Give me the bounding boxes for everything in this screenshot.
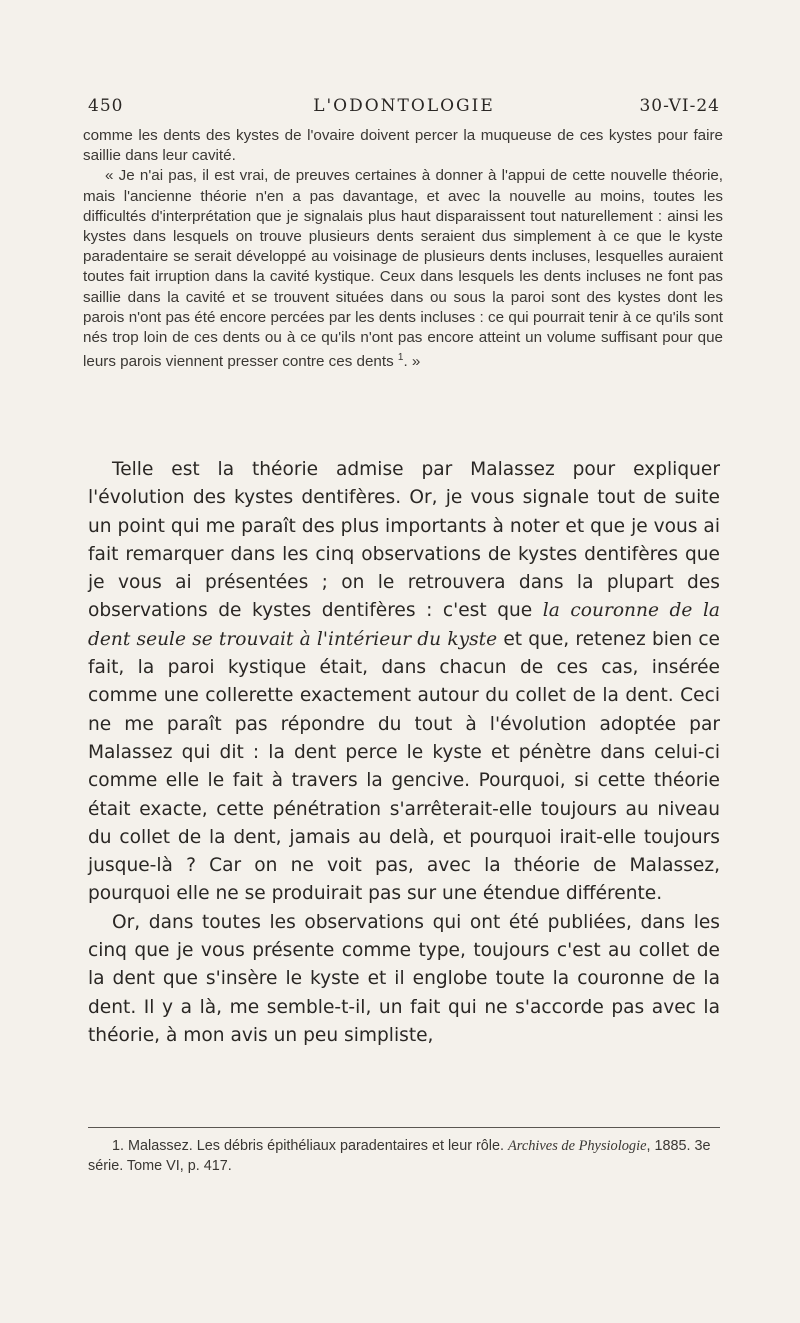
footnote-text-start: Malassez. Les débris épithéliaux paradentaires et leur rôle. — [124, 1138, 508, 1154]
body-paragraph-1-italic: la couronne de la dent seule se trouvait à l'intérieur du kyste — [88, 600, 720, 650]
body-paragraph-1 — [88, 456, 720, 909]
body-paragraph-1-start: Telle est la théorie admise par Malassez pour expliquer l'évolution des kystes dentifères. Or, je vous signale tout de suite un point qui me paraît des plus importants à noter et que je vous ai fait remarquer dans les cinq observations de kystes dentifères que je vous ai présentées ; on le retrouvera dans la plupart des observations de kystes dentifères : c'est que — [88, 459, 720, 622]
body-paragraph-1-end: et que, retenez bien ce fait, la paroi kystique était, dans chacun de ces cas, insérée comme une collerette exactement autour du collet de la dent. Ceci ne me paraît pas répondre du tout à l'évolution adoptée par Malassez qui dit : la dent perce le kyste et pénètre dans celui-ci comme elle le fait à travers la gencive. Pourquoi, si cette théorie était exacte, cette pénétration s'arrêterait-elle toujours au niveau du collet de la dent, jamais au delà, et pourquoi irait-elle toujours jusque-là ? Car on ne voit pas, avec la théorie de Malassez, pourquoi elle ne se produirait pas sur une étendue différente. — [88, 628, 720, 905]
footnote-divider — [88, 1127, 720, 1128]
footnote-reference: 1 — [397, 352, 404, 364]
body-paragraph-2: Or, dans toutes les observations qui ont été publiées, dans les cinq que je vous présente comme type, toujours c'est au collet de la dent que s'insère le kyste et il englobe toute la couronne de la dent. Il y a là, me semble-t-il, un fait qui ne s'accorde pas avec la théorie, à mon avis un peu simpliste, — [88, 911, 720, 1046]
quote-paragraph-2 — [83, 166, 723, 372]
page-number: 450 — [88, 96, 124, 116]
issue-date: 30-VI-24 — [639, 96, 720, 116]
footnote-text-end: , 1885. 3e série. Tome VI, p. 417. — [88, 1138, 711, 1174]
quote-paragraph-2-text: « Je n'ai pas, il est vrai, de preuves certaines à donner à l'appui de cette nouvelle théorie, mais l'ancienne théorie n'en a pas davantage, et avec la nouvelle au moins, toutes les difficultés d'interprétation que je signalais plus haut disparaissent tout naturellement : ainsi les kystes dans lesquels on trouve plusieurs dents seraient dus simplement à ce que le kyste paradentaire se serait développé au voisinage de plusieurs dents incluses, lesquelles auraient toutes fait irruption dans la cavité kystique. Ceux dans lesquels les dents incluses ne font pas saillie dans la cavité et se trouvent situées dans ou sous la paroi sont des kystes dont les parois n'ont pas été encore percées par les dents incluses : ce qui pourrait tenir à ce qu'ils sont nés trop loin de ces dents ou à ce qu'ils n'ont pas encore atteint un volume suffisant pour que leurs parois viennent presser contre ces dents — [83, 167, 723, 371]
quote-paragraph-1: comme les dents des kystes de l'ovaire doivent percer la muqueuse de ces kystes pour faire saillie dans leur cavité. — [83, 127, 723, 165]
quote-close: . » — [403, 353, 421, 371]
running-header — [88, 96, 720, 120]
quoted-passage — [83, 126, 723, 373]
main-text — [88, 456, 720, 1050]
footnote-number: 1. — [112, 1138, 125, 1154]
footnote — [88, 1137, 720, 1176]
footnote-text — [88, 1137, 720, 1176]
journal-title: L'ODONTOLOGIE — [313, 96, 495, 116]
footnote-journal: Archives de Physiologie — [507, 1138, 647, 1154]
